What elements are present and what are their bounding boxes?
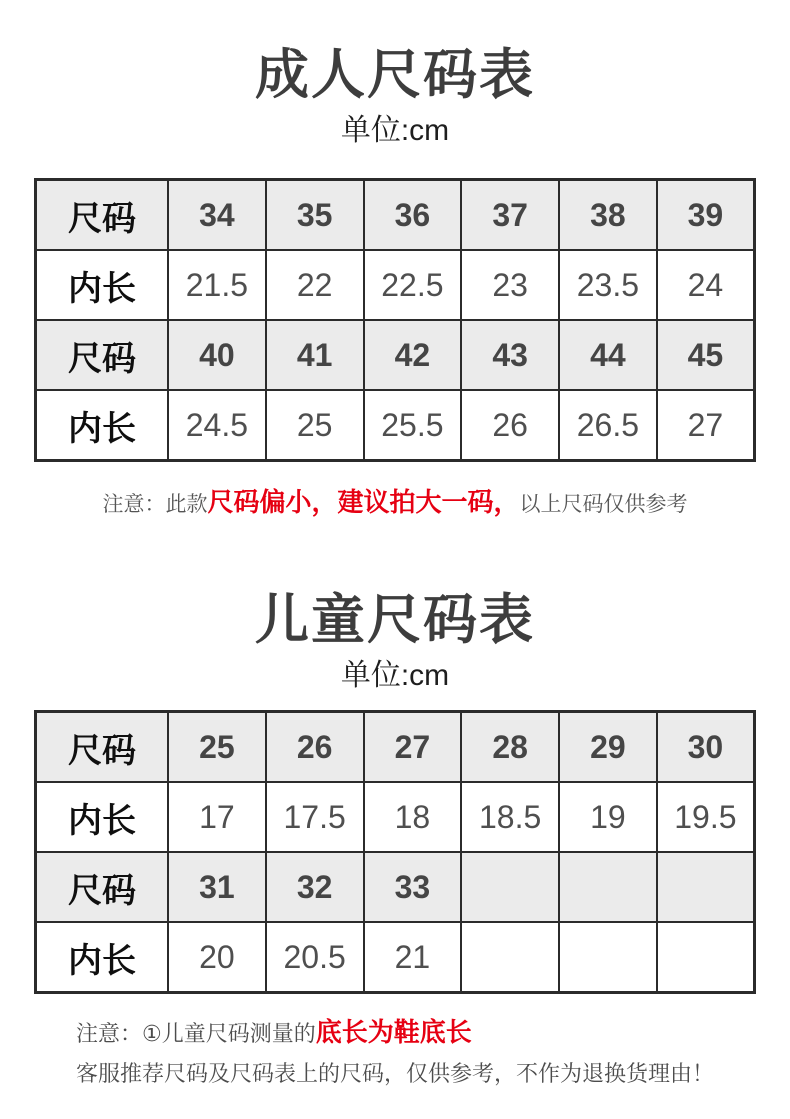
table-cell [461,852,559,922]
table-cell: 25.5 [364,390,462,461]
table-row-size [36,852,755,922]
table-cell: 26.5 [559,390,657,461]
table-row-size [36,320,755,390]
row-label: 内长 [36,782,169,852]
table-cell: 27 [657,390,755,461]
table-cell: 20.5 [266,922,364,993]
row-label: 尺码 [36,180,169,251]
adult-note-prefix: 注意：此款 [102,493,208,517]
adult-size-table [34,178,756,462]
row-label: 内长 [36,390,169,461]
table-cell: 31 [168,852,266,922]
table-cell: 25 [266,390,364,461]
table-cell: 24.5 [168,390,266,461]
adult-note-suffix: 以上尺码仅供参考 [519,493,688,517]
children-note-line-1 [76,1012,790,1054]
table-cell: 26 [266,712,364,783]
table-cell: 21.5 [168,250,266,320]
table-cell: 18 [364,782,462,852]
children-size-table [34,710,756,994]
table-cell: 34 [168,180,266,251]
children-note-1-highlight: 底长为鞋底长 [315,1017,472,1048]
table-cell [657,922,755,993]
table-cell: 22.5 [364,250,462,320]
row-label: 内长 [36,250,169,320]
table-cell: 44 [559,320,657,390]
table-cell: 18.5 [461,782,559,852]
table-cell: 26 [461,390,559,461]
children-unit-label: 单位:cm [340,659,450,693]
table-cell: 45 [657,320,755,390]
table-cell: 36 [364,180,462,251]
table-cell: 19 [559,782,657,852]
table-cell: 39 [657,180,755,251]
table-row-length [36,922,755,993]
table-cell [559,922,657,993]
row-label: 内长 [36,922,169,993]
adult-unit-label: 单位:cm [340,114,450,148]
children-notes [76,1012,790,1094]
table-cell: 40 [168,320,266,390]
row-label: 尺码 [36,320,169,390]
row-label: 尺码 [36,712,169,783]
table-cell: 32 [266,852,364,922]
table-cell: 19.5 [657,782,755,852]
table-cell: 35 [266,180,364,251]
table-row-length [36,250,755,320]
adult-note-highlight: 尺码偏小，建议拍大一码， [207,487,520,518]
table-cell: 25 [168,712,266,783]
table-row-length [36,390,755,461]
row-label: 尺码 [36,852,169,922]
table-cell: 23 [461,250,559,320]
table-cell: 28 [461,712,559,783]
table-cell: 43 [461,320,559,390]
table-cell [461,922,559,993]
table-cell: 23.5 [559,250,657,320]
table-row-size [36,712,755,783]
table-cell: 24 [657,250,755,320]
table-cell: 41 [266,320,364,390]
table-cell: 29 [559,712,657,783]
table-cell: 38 [559,180,657,251]
adult-note [0,486,790,521]
table-cell: 21 [364,922,462,993]
table-cell: 17.5 [266,782,364,852]
table-row-length [36,782,755,852]
table-cell: 20 [168,922,266,993]
table-cell: 33 [364,852,462,922]
table-cell [559,852,657,922]
table-cell: 22 [266,250,364,320]
children-note-line-2 [76,1054,790,1094]
adult-section-title: 成人尺码表 [255,45,535,105]
table-cell: 27 [364,712,462,783]
table-cell [657,852,755,922]
table-cell: 42 [364,320,462,390]
children-section-title: 儿童尺码表 [255,590,535,651]
table-cell: 17 [168,782,266,852]
table-row-size [36,180,755,251]
table-cell: 30 [657,712,755,783]
children-note-2-text: 客服推荐尺码及尺码表上的尺码，仅供参考，不作为退换货理由！ [76,1061,715,1087]
children-note-1-prefix: 注意：①儿童尺码测量的 [76,1021,316,1047]
table-cell: 37 [461,180,559,251]
